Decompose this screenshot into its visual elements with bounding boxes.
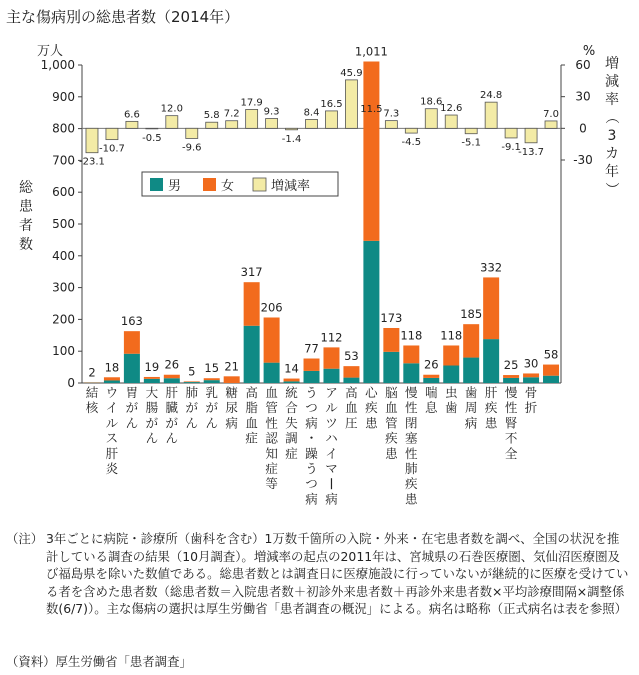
total-label: 19 [144,359,160,374]
bar-female [463,324,479,357]
total-label: 26 [423,357,439,372]
y2-axis-label-char: 年 [605,164,619,180]
footnote-text: 3年ごとに病院・診療所（歯科を含む）1万数千箇所の入院・外来・在宅患者数を調べ、全国の状況を推計している調査の結果（10月調査）。増減率の起点の2011年は、宮城県の石巻医療圏、気仙沼医療圏及び福島県を除いた数値である。総患者数とは調査日に医療施設に行っていないが継続的に医療を受けている者を含めた患者数（総患者数＝入院患者数＋初診外来患者数＋再診外来患者数×平均診療間隔×調整係数(6/7)）。主な傷病の選択は厚生労働省「患者調査の概況」による。病名は略称（正式病名は表を参照） [46,531,629,617]
category-label-char: 等 [265,476,278,492]
category-label-char: 高 [345,385,358,400]
category-label-char: ル [325,400,338,416]
category-label-char: 症 [285,445,298,461]
bar-female [164,375,180,378]
category-label-char: 閉 [405,415,418,431]
total-label: 58 [543,347,559,362]
bar-male [184,382,200,383]
rate-label: -5.1 [461,137,481,149]
y2-axis-label-char: 増 [605,56,619,72]
category-label-char: 乳 [205,385,218,400]
bar-male [443,366,459,383]
category-label-char: 病 [305,491,318,507]
bar-male [423,378,439,383]
bar-female [543,365,559,376]
category-label-char: 腎 [504,415,518,431]
rate-label: -23.1 [79,156,105,168]
bar-female [323,347,339,368]
bar-male [463,358,479,383]
rate-bar [345,80,357,128]
bar-male [124,354,140,383]
rate-label: -9.1 [501,141,521,153]
rate-label: 11.5 [360,104,383,116]
rate-label: 7.0 [543,108,559,120]
category-label-char: 疾 [405,476,418,492]
category-label-char: 症 [265,461,278,476]
y-axis-label-char: 総 [19,180,33,196]
category-label-char: 脳 [385,385,398,400]
category-label-char: 統 [285,385,298,400]
rate-bar [106,128,118,139]
category-label-char: 管 [385,415,398,431]
bar-female [304,359,320,371]
bar-male [523,377,539,383]
category-label-char: 脂 [245,400,258,416]
category-label-char: 肺 [405,461,418,476]
y-tick-label: 300 [52,280,75,295]
y-tick-label: 800 [52,121,75,136]
category-label-char: 症 [245,430,258,446]
y-axis-label-char: 数 [19,237,33,253]
legend-label: 男 [168,179,182,194]
legend-label: 増減率 [271,179,311,194]
category-label-char: 肝 [105,445,119,461]
total-label: 112 [320,330,343,345]
chart-title: 主な傷病別の総患者数（2014年） [6,8,240,26]
category-label-char: イ [105,400,119,416]
rate-label: 45.9 [340,67,363,79]
total-label: 14 [284,361,299,376]
category-label-char: 性 [405,445,418,461]
rate-bar [425,109,437,129]
bar-male [343,378,359,383]
category-label-char: 歯 [464,385,478,400]
y-tick-label: 1,000 [40,58,75,72]
category-label-char: 性 [265,415,278,431]
y2-axis-label-char: カ [605,146,619,162]
category-label-char: 胃 [125,385,139,400]
category-label-char: 管 [265,400,278,416]
total-label: 118 [400,328,423,343]
rate-bar [465,128,477,133]
category-label-char: ん [145,430,159,446]
category-label-char: う [305,385,318,400]
bar-female [403,345,419,363]
y2-axis-label-char: （ [603,110,619,124]
bar-female [503,375,519,378]
bar-female [363,62,379,241]
category-label-char: 性 [405,400,418,416]
category-label-char: ん [185,415,199,431]
y-tick-label: 700 [52,153,75,168]
y-tick-label: 100 [52,344,75,359]
bar-male [403,363,419,383]
rate-label: 16.5 [320,98,343,110]
rate-label: -10.7 [99,143,125,155]
category-label-char: ん [125,415,139,431]
y2-axis-label-char: 減 [605,74,619,90]
total-label: 118 [440,328,463,343]
y-tick-label: 500 [52,217,75,231]
category-label-char: つ [305,476,318,492]
category-label-char: マ [325,461,338,476]
bar-male [323,369,339,383]
rate-label: 7.2 [223,108,240,120]
rate-label: 9.3 [263,106,280,118]
bar-male [483,339,499,383]
y2-tick-label: 0 [579,121,587,136]
rate-label: -0.5 [142,132,162,144]
category-label-char: 疾 [365,400,378,416]
bar-female [523,373,539,377]
rate-label: 6.6 [123,109,140,121]
rate-bar [226,121,238,129]
category-label-char: 血 [245,415,258,431]
category-label-char: 合 [285,400,298,416]
bar-female [383,328,399,352]
category-label-char: 尿 [225,400,238,416]
category-label-char: 高 [245,385,258,400]
y-axis-unit: 万人 [36,44,64,59]
bar-male [104,380,120,383]
rate-bar [86,128,98,152]
category-label-char: 患 [385,445,398,461]
category-label-char: ん [205,415,218,431]
category-label-char: イ [325,445,338,461]
bar-male [363,241,379,383]
category-label-char: が [205,400,218,416]
category-label-char: 核 [85,400,99,416]
y-axis-label-char: 患 [19,199,33,215]
category-label-char: う [305,461,318,476]
bar-female [483,277,499,339]
total-label: 2 [88,365,96,380]
legend-swatch [203,178,216,191]
axes [19,44,619,390]
category-label-char: 虫 [444,385,458,400]
y-tick-label: 400 [52,248,75,263]
rate-bar [445,115,457,128]
category-label-char: が [125,400,139,416]
category-label-char: が [165,415,179,431]
bar-female [144,377,160,379]
category-label-char: ・ [305,430,318,446]
category-label-char: 患 [405,491,418,507]
rate-bar [186,128,198,138]
y2-tick-label: -30 [573,153,593,167]
rate-label: -13.7 [518,146,544,158]
rate-bar [325,111,337,128]
category-label-char: が [185,400,199,416]
rate-bar [246,109,258,128]
bar-female [244,282,260,326]
category-label-char: 炎 [105,461,119,476]
y-tick-label: 600 [52,185,75,200]
category-label-char: 調 [285,430,298,446]
total-label: 77 [304,341,319,356]
bar-female [124,331,140,354]
category-label-char: 骨 [524,385,538,400]
category-label-char: 病 [325,491,338,507]
bar-male [264,363,280,383]
bar-male [144,379,160,383]
category-label-char: 息 [425,400,438,416]
total-label: 26 [164,357,180,372]
bar-male [383,352,399,383]
bar-female [264,317,280,362]
rate-label: 12.6 [440,103,463,115]
y2-tick-label: 30 [575,89,591,104]
total-label: 1,011 [354,44,388,59]
rate-label: 18.6 [420,96,443,108]
category-label-char: 病 [225,415,238,431]
y2-axis-label-char: ） [603,182,619,196]
bar-male [543,376,559,383]
category-label-char: 肝 [165,385,179,400]
category-label-char: 喘 [425,385,438,400]
total-label: 25 [503,358,519,373]
rate-label: 8.4 [303,107,320,119]
y-axis-label-char: 者 [19,218,33,234]
rate-label: 17.9 [240,97,263,109]
category-label-char: 認 [265,430,278,446]
total-label: 30 [523,356,539,371]
y-tick-label: 900 [52,89,75,104]
bar-female [423,375,439,378]
bar-male [284,381,300,383]
rate-bar [206,122,218,128]
legend [142,172,338,196]
total-label: 332 [480,260,503,275]
category-label-char: 周 [464,400,478,416]
rate-label: 12.0 [160,103,183,115]
category-label-char: ツ [325,415,338,431]
footnote-label: （注） [6,531,44,546]
category-label-char: 性 [504,400,518,416]
category-label-char: 血 [385,400,398,416]
rate-bar [126,121,138,128]
bar-female [443,345,459,365]
y2-tick-label: 60 [575,58,591,72]
y2-axis-label-char: 3 [607,128,617,144]
bar-male [244,326,260,383]
rate-bar [405,128,417,133]
rate-bar [525,128,537,142]
rate-bar [146,128,158,129]
category-label-char: ル [105,415,119,431]
category-label-char: 知 [265,445,278,461]
y-tick-label: 0 [67,376,75,390]
total-label: 18 [104,360,120,375]
category-label-char: 肺 [185,385,199,400]
rate-bar [286,128,298,129]
rate-bar [505,128,517,138]
legend-swatch [150,178,163,191]
category-label-char: 糖 [225,385,238,400]
category-label-char: 大 [145,385,159,400]
bar-female [343,366,359,377]
category-label-char: 患 [365,415,378,431]
category-label-char: 腸 [145,400,159,416]
category-label-char: 血 [265,385,278,400]
category-label-char: 結 [85,385,99,400]
category-label-char: 全 [504,445,518,461]
bar-female [204,378,220,380]
y2-axis-label-char: 率 [605,92,619,108]
category-label-char: 肝 [484,385,498,400]
rate-bar [485,102,497,128]
total-label: 15 [204,361,220,376]
category-label-char: 折 [524,400,538,416]
category-label-char: 疾 [484,400,498,416]
category-label-char: ん [165,430,179,446]
category-label-char: つ [305,400,318,416]
total-label: 53 [344,349,359,364]
category-label-char: 不 [504,430,518,446]
category-label-char: 臓 [165,400,179,416]
category-label-char: 圧 [345,415,358,431]
category-label-char: 塞 [405,430,418,446]
rate-label: 7.3 [383,108,400,120]
total-label: 317 [240,265,263,280]
rate-bar [385,121,397,129]
bar-female [224,376,240,383]
category-label-char: 慢 [405,385,418,400]
category-label-char: ア [325,385,338,400]
bar-male [164,378,180,383]
total-label: 185 [460,307,483,322]
category-label-char: ウ [105,385,119,400]
total-label: 173 [380,310,403,325]
total-label: 163 [120,314,143,329]
bar-male [304,371,320,383]
total-label: 21 [224,359,240,374]
category-label-char: 病 [305,415,318,431]
category-label-char: 心 [365,385,378,400]
rate-label: 24.8 [480,90,503,102]
footnote [6,530,630,618]
category-label-char: が [145,415,159,431]
rate-bar [266,119,278,129]
bar-male [503,378,519,383]
category-label-char: 歯 [444,400,458,416]
rate-label: -4.5 [401,137,422,149]
rate-label: -1.4 [281,133,302,145]
rate-bar [306,119,318,128]
bar-female [284,379,300,382]
y2-axis-unit: % [582,44,596,59]
total-label: 206 [260,300,283,315]
category-label-char: ハ [325,430,338,446]
total-label: 5 [188,364,196,379]
category-label-char: 失 [285,415,298,431]
category-label-char: 躁 [305,445,318,461]
category-label-char: 患 [484,415,498,431]
category-label-char: 疾 [385,430,398,446]
category-label-char: ス [105,430,119,446]
rate-label: 5.8 [203,110,220,122]
bar-male [204,380,220,383]
category-label-char: 血 [345,400,358,416]
legend-label: 女 [221,179,235,194]
bar-female [104,377,120,380]
bar-female [184,381,200,382]
source-note: （資料）厚生労働省「患者調査」 [6,654,192,669]
category-label-char: 病 [464,415,478,431]
y-tick-label: 200 [52,312,75,327]
legend-swatch [253,178,266,191]
rate-bar [166,116,178,129]
category-label-char: 慢 [504,385,518,400]
rate-bar [545,121,557,128]
rate-label: -9.6 [182,142,202,154]
